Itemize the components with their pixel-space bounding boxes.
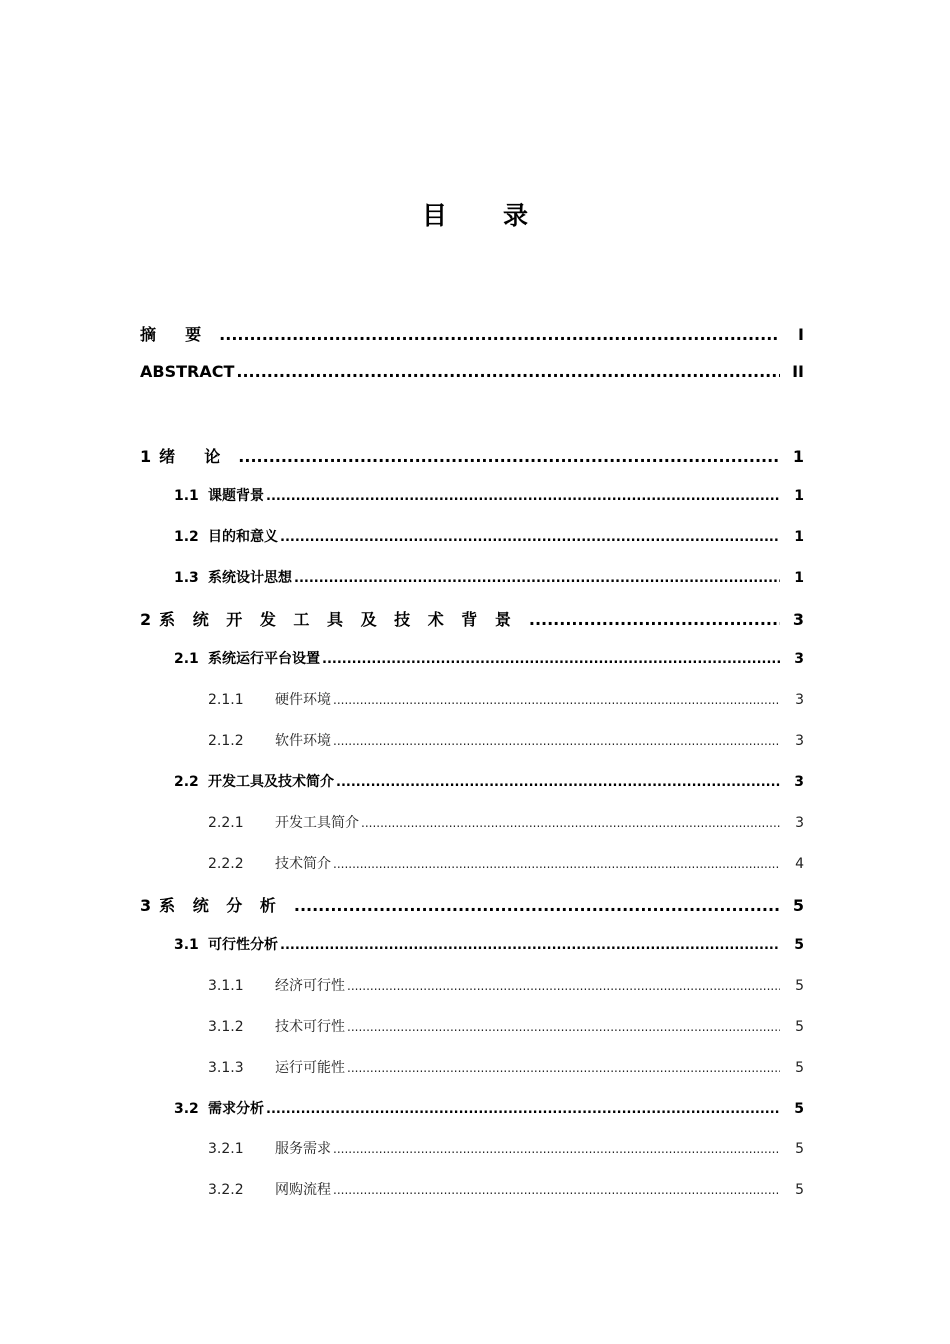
toc-entry-title: 目的和意义 [208,529,278,545]
page-title-part2: 录 [503,201,529,230]
toc-entry-leader [529,610,780,629]
toc-entry-number: 2.2.1 [208,815,244,831]
page-title-part1: 目 [421,201,447,230]
toc-entry-page: 5 [794,1101,804,1117]
toc-entry-number: 2.2.2 [208,856,244,872]
toc-entry-leader [333,1142,780,1156]
toc-entry-title: 可行性分析 [208,937,278,953]
toc-entry-page: 3 [792,610,804,629]
toc-entry-page: 3 [795,733,804,749]
toc-entry-number: 3.1.2 [208,1019,244,1035]
toc-entry[interactable] [208,975,804,995]
toc-entry[interactable] [208,1138,804,1158]
toc-entry-number: 3.2 [174,1101,199,1117]
toc-entry[interactable] [208,812,804,832]
toc-entry-title: ABSTRACT [140,362,235,381]
toc-entry[interactable] [174,485,804,505]
toc-entry-leader [333,734,780,748]
toc-entry-leader [280,530,780,545]
toc-entry-title: 运行可能性 [275,1060,345,1076]
toc-entry-leader [333,1183,780,1197]
toc-entry-page: 5 [794,937,804,953]
toc-entry-title: 技术可行性 [275,1019,345,1035]
toc-entry-leader [361,816,780,830]
toc-entry[interactable] [140,893,804,916]
toc-entry[interactable] [140,322,804,345]
toc-entry-page: 3 [795,815,804,831]
toc-entry-page: 5 [795,1182,804,1198]
toc-entry-title: 摘 要 [140,325,208,344]
toc-entry-leader [322,652,780,667]
toc-entry-title: 服务需求 [275,1141,331,1157]
toc-entry-number: 1.3 [174,570,199,586]
toc-entry[interactable] [208,1057,804,1077]
toc-entry-number: 3.1.1 [208,978,244,994]
toc-entry-page: 5 [795,1141,804,1157]
toc-entry-page: 5 [795,1060,804,1076]
toc-entry-title: 系 统 分 析 [159,896,282,915]
toc-entry[interactable] [208,730,804,750]
toc-entry-page: 5 [792,896,804,915]
toc-entry-title: 需求分析 [208,1101,264,1117]
toc-entry[interactable] [174,567,804,587]
toc-entry-leader [347,1061,780,1075]
toc-entry-page: 3 [794,651,804,667]
toc-entry[interactable] [208,853,804,873]
toc-entry-leader [280,938,780,953]
toc-entry-number: 1 [140,447,152,466]
toc-entry-title: 课题背景 [208,488,264,504]
toc-entry[interactable] [174,648,804,668]
toc-entry-page: I [798,325,804,344]
toc-entry-page: 3 [795,692,804,708]
toc-entry-title: 系统设计思想 [208,570,292,586]
toc-entry-leader [236,362,780,381]
toc-entry-number: 2.1 [174,651,199,667]
toc-entry-leader [266,489,780,504]
toc-entry-number: 1.1 [174,488,199,504]
toc-entry-leader [347,1020,780,1034]
toc-entry-number: 3.2.2 [208,1182,244,1198]
toc-entry-title: 绪 论 [159,447,227,466]
toc-entry-page: 4 [795,856,804,872]
toc-entry[interactable] [140,607,804,630]
toc-entry-title: 网购流程 [275,1182,331,1198]
toc-entry-page: 1 [792,447,804,466]
toc-entry-number: 1.2 [174,529,199,545]
toc-entry-leader [333,857,780,871]
toc-entry-number: 2.1.1 [208,692,244,708]
toc-entry-leader [347,979,780,993]
toc-entry-title: 技术简介 [275,856,331,872]
toc-entry-title: 开发工具及技术简介 [208,774,334,790]
toc-entry-title: 硬件环境 [275,692,331,708]
toc-entry[interactable] [174,934,804,954]
toc-entry-number: 3.1 [174,937,199,953]
toc-entry-number: 3.2.1 [208,1141,244,1157]
toc-entry-number: 2.1.2 [208,733,244,749]
page-title [0,196,950,232]
toc-entry-leader [336,775,780,790]
toc-entry-page: 5 [795,1019,804,1035]
toc-entry-title: 系 统 开 发 工 具 及 技 术 背 景 [159,610,517,629]
toc-entry-page: II [792,362,804,381]
toc-entry[interactable] [174,1098,804,1118]
toc-entry[interactable] [174,771,804,791]
toc-entry-number: 2.2 [174,774,199,790]
toc-entry-leader [294,571,780,586]
toc-entry[interactable] [208,1179,804,1199]
toc-entry-leader [238,447,780,466]
toc-entry-number: 2 [140,610,152,629]
toc-entry[interactable] [174,526,804,546]
toc-entry[interactable] [208,689,804,709]
toc-entry-leader [219,325,780,344]
toc-entry-leader [333,693,780,707]
toc-entry[interactable] [140,362,804,381]
toc-entry[interactable] [208,1016,804,1036]
toc-entry-title: 开发工具简介 [275,815,359,831]
toc-entry-page: 1 [794,570,804,586]
toc-entry-title: 经济可行性 [275,978,345,994]
toc-entry-number: 3 [140,896,152,915]
toc-entry-title: 系统运行平台设置 [208,651,320,667]
toc-entry[interactable] [140,444,804,467]
toc-entry-page: 1 [794,488,804,504]
toc-entry-page: 3 [794,774,804,790]
toc-entry-page: 1 [794,529,804,545]
toc-entry-title: 软件环境 [275,733,331,749]
toc-entry-leader [294,896,780,915]
toc-entry-page: 5 [795,978,804,994]
toc-entry-leader [266,1102,780,1117]
toc-entry-number: 3.1.3 [208,1060,244,1076]
